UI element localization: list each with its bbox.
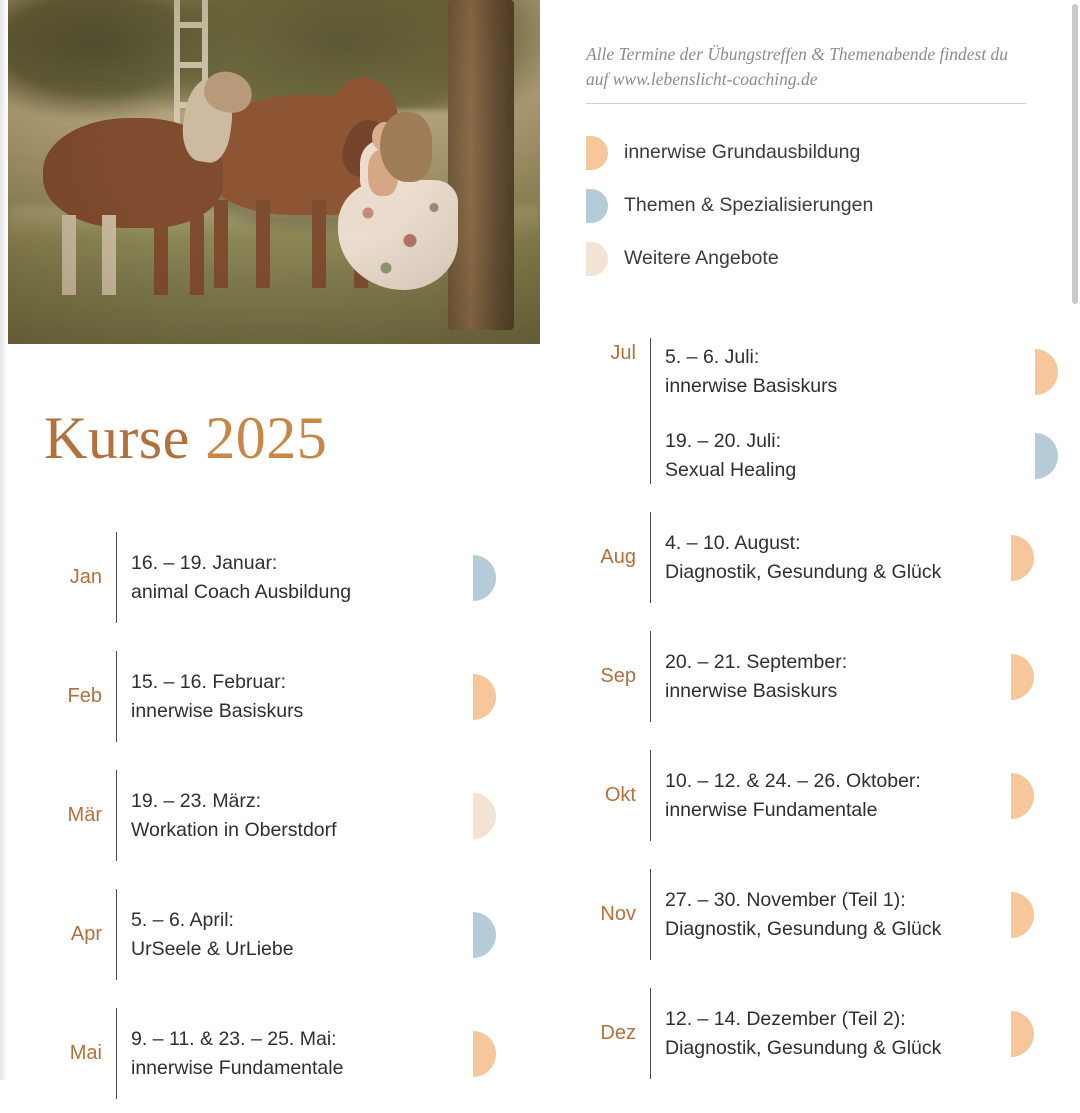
legend-item-label: innerwise Grundausbildung <box>624 141 861 163</box>
title-year: 2025 <box>205 405 328 471</box>
entry-date: 5. – 6. Juli: <box>665 346 760 369</box>
month-label: Feb <box>67 685 102 707</box>
course-entry-jul <box>578 330 1048 498</box>
entry-course: animal Coach Ausbildung <box>131 580 352 603</box>
month-label: Okt <box>604 784 636 806</box>
entry-course: innerwise Fundamentale <box>665 798 878 821</box>
entry-course: innerwise Basiskurs <box>131 699 304 722</box>
entry-course: Diagnostik, Gesundung & Glück <box>665 917 942 940</box>
entry-date: 4. – 10. August: <box>665 531 801 554</box>
month-label: Mär <box>67 804 102 826</box>
course-entry-maer <box>44 756 514 875</box>
entry-text <box>117 549 514 607</box>
page-edge-shadow <box>0 0 8 1080</box>
course-list-left <box>44 518 514 1113</box>
legend-item-grundausbildung <box>586 126 1026 179</box>
legend-item-label: Themen & Spezialisierungen <box>624 194 874 216</box>
half-circle-icon <box>586 189 608 223</box>
legend <box>586 126 1026 285</box>
course-entry-aug <box>578 498 1048 617</box>
entry-date: 27. – 30. November (Teil 1): <box>665 888 906 911</box>
month-label: Apr <box>70 923 102 945</box>
page-title <box>44 404 327 473</box>
month-label: Sep <box>600 665 636 687</box>
entry-course: innerwise Fundamentale <box>131 1056 344 1079</box>
category-marker-icon <box>1035 433 1058 479</box>
entry-course: Diagnostik, Gesundung & Glück <box>665 560 942 583</box>
photo-vignette <box>8 0 540 344</box>
entry-date: 12. – 14. Dezember (Teil 2): <box>665 1007 906 1030</box>
title-word: Kurse <box>44 405 206 471</box>
course-entry-apr <box>44 875 514 994</box>
entry-text <box>651 330 1048 498</box>
course-list-right <box>578 330 1048 1093</box>
entry-date: 5. – 6. April: <box>131 908 234 931</box>
month-label: Nov <box>600 903 636 925</box>
scrollbar[interactable] <box>1072 4 1078 304</box>
hero-photo <box>8 0 540 344</box>
half-circle-icon <box>586 136 608 170</box>
entry-course: UrSeele & UrLiebe <box>131 937 294 960</box>
month-label: Jul <box>610 342 636 364</box>
course-entry-mai <box>44 994 514 1113</box>
course-entry-feb <box>44 637 514 756</box>
course-entry-sep <box>578 617 1048 736</box>
entry-text <box>651 648 1048 706</box>
entry-date: 16. – 19. Januar: <box>131 551 278 574</box>
entry-date: 19. – 23. März: <box>131 789 262 812</box>
entry-date: 19. – 20. Juli: <box>665 430 781 453</box>
entry-text <box>117 668 514 726</box>
entry-course: Workation in Oberstdorf <box>131 818 337 841</box>
entry-text <box>117 787 514 845</box>
month-label: Mai <box>69 1042 102 1064</box>
half-circle-icon <box>586 242 608 276</box>
entry-text <box>117 906 514 964</box>
course-entry-jan <box>44 518 514 637</box>
entry-course: innerwise Basiskurs <box>665 679 838 702</box>
entry-date: 20. – 21. September: <box>665 650 848 673</box>
entry-course: Sexual Healing <box>665 459 797 481</box>
legend-item-themen <box>586 179 1026 232</box>
month-label: Aug <box>600 546 636 568</box>
entry-course: Diagnostik, Gesundung & Glück <box>665 1036 942 1059</box>
course-subentry-jul-1 <box>665 330 1048 414</box>
entry-text <box>651 1005 1048 1063</box>
course-entry-dez <box>578 974 1048 1093</box>
entry-text <box>117 1025 514 1083</box>
month-label: Dez <box>600 1022 636 1044</box>
website-note: Alle Termine der Übungstreffen & Themenabende findest du auf www.lebenslicht-coaching.de <box>586 42 1026 104</box>
month-label: Jan <box>69 566 102 588</box>
entry-text <box>651 886 1048 944</box>
entry-date: 9. – 11. & 23. – 25. Mai: <box>131 1027 337 1050</box>
course-subentry-jul-2 <box>665 414 1048 498</box>
course-entry-okt <box>578 736 1048 855</box>
entry-course: innerwise Basiskurs <box>665 375 838 397</box>
entry-text <box>651 767 1048 825</box>
entry-text <box>651 529 1048 587</box>
course-entry-nov <box>578 855 1048 974</box>
legend-item-label: Weitere Angebote <box>624 247 779 269</box>
entry-date: 15. – 16. Februar: <box>131 670 287 693</box>
legend-item-weitere <box>586 232 1026 285</box>
category-marker-icon <box>1035 349 1058 395</box>
entry-date: 10. – 12. & 24. – 26. Oktober: <box>665 769 921 792</box>
